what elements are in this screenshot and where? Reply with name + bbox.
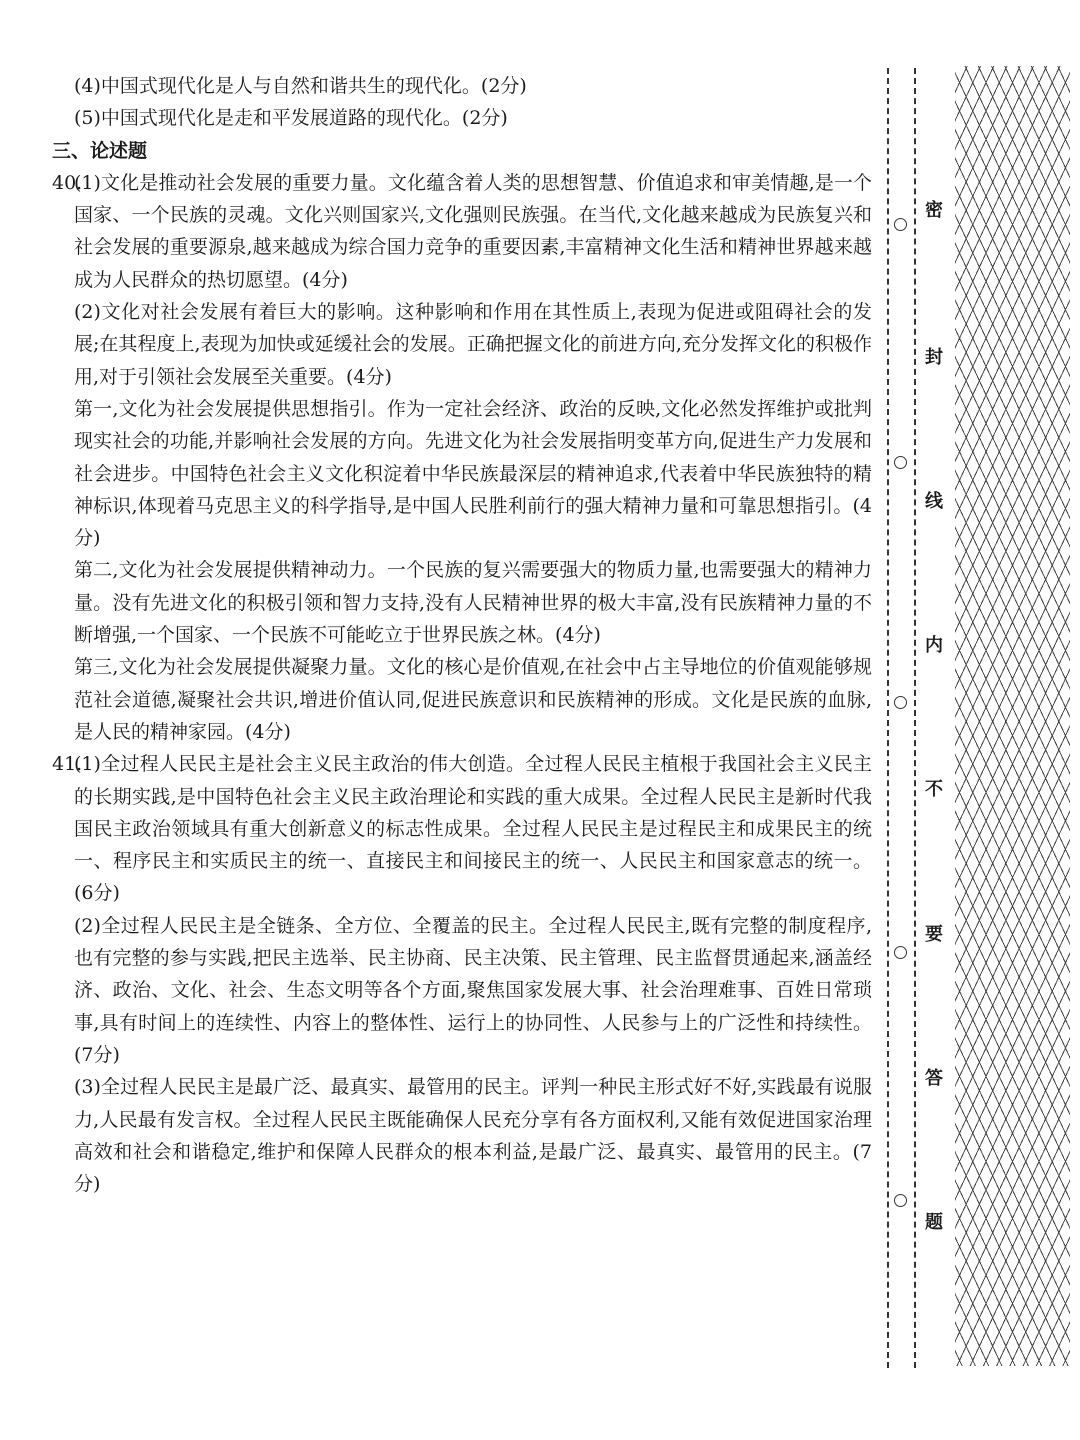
- q40-number: 40.: [52, 171, 83, 194]
- q40-part2: (2)文化对社会发展有着巨大的影响。这种影响和作用在其性质上,表现为促进或阻碍社会的发展;在其程度上,表现为加快或延缓社会的发展。正确把握文化的前进方向,充分发挥文化的积极作用,对于引领社会发展至关重要。(4分): [74, 301, 872, 388]
- binding-hole-icon: [894, 456, 907, 469]
- q40-first: 第一,文化为社会发展提供思想指引。作为一定社会经济、政治的反映,文化必然发挥维护或批判现实社会的功能,并影响社会发展的方向。先进文化为社会发展指明变革方向,促进生产力发展和社会进步。中国特色社会主义文化积淀着中华民族最深层的精神追求,代表着中华民族独特的精神标识,体现着马克思主义的科学指导,是中国人民胜利前行的强大精神力量和可靠思想指引。(4分): [74, 397, 872, 550]
- section-heading: 三、论述题: [52, 139, 148, 162]
- binding-hole-icon: [894, 218, 907, 231]
- seal-char-1: 密: [925, 200, 943, 221]
- binding-hole-icon: [894, 696, 907, 709]
- q40-part1: [52, 167, 872, 296]
- binding-dashed-line-right: [914, 68, 916, 1368]
- q41-part2: (2)全过程人民民主是全链条、全方位、全覆盖的民主。全过程人民民主,既有完整的制度程序,也有完整的参与实践,把民主选举、民主协商、民主决策、民主管理、民主监督贯通起来,涵盖经济、政治、文化、社会、生态文明等各个方面,聚焦国家发展大事、社会治理难事、百姓日常琐事,具有时间上的连续性、内容上的整体性、运行上的协同性、人民参与上的广泛性和持续性。(7分): [74, 914, 872, 1066]
- binding-hole-icon: [894, 1194, 907, 1207]
- answer-content: [52, 70, 872, 1200]
- q40-part1-text: (1)文化是推动社会发展的重要力量。文化蕴含着人类的思想智慧、价值追求和审美情趣,是一个国家、一个民族的灵魂。文化兴则国家兴,文化强则民族强。在当代,文化越来越成为民族复兴和社会发展的重要源泉,越来越成为综合国力竞争的重要因素,丰富精神文化生活和精神世界越来越成为人民群众的热切愿望。(4分): [74, 171, 872, 291]
- seal-char-4: 内: [925, 635, 943, 656]
- q40-second: 第二,文化为社会发展提供精神动力。一个民族的复兴需要强大的物质力量,也需要强大的精神力量。没有先进文化的积极引领和智力支持,没有人民精神世界的极大丰富,没有民族精神力量的不断增强,一个国家、一个民族不可能屹立于世界民族之林。(4分): [74, 559, 872, 647]
- seal-char-3: 线: [925, 491, 943, 512]
- binding-dashed-line-left: [887, 68, 889, 1368]
- answer-line-5: (5)中国式现代化是走和平发展道路的现代化。(2分): [74, 107, 508, 130]
- q40-third: 第三,文化为社会发展提供凝聚力量。文化的核心是价值观,在社会中占主导地位的价值观能够规范社会道德,凝聚社会共识,增进价值认同,促进民族意识和民族精神的形成。文化是民族的血脉,是人民的精神家园。(4分): [74, 656, 872, 743]
- seal-char-5: 不: [925, 779, 943, 800]
- answer-line-4: (4)中国式现代化是人与自然和谐共生的现代化。(2分): [74, 75, 527, 97]
- q41-part1: [52, 748, 872, 909]
- seal-char-8: 题: [925, 1212, 943, 1233]
- seal-char-2: 封: [925, 347, 943, 368]
- q41-part3: (3)全过程人民民主是最广泛、最真实、最管用的民主。评判一种民主形式好不好,实践最有说服力,人民最有发言权。全过程人民民主既能确保人民充分享有各方面权利,又能有效促进国家治理高效和社会和谐稳定,维护和保障人民群众的根本利益,是最广泛、最真实、最管用的民主。(7分): [74, 1076, 872, 1196]
- crosshatch-pattern: [955, 66, 1070, 1366]
- binding-hole-icon: [894, 946, 907, 959]
- seal-char-7: 答: [925, 1068, 943, 1089]
- q41-number: 41.: [52, 753, 83, 776]
- seal-char-6: 要: [925, 924, 943, 945]
- q41-part1-text: (1)全过程人民民主是社会主义民主政治的伟大创造。全过程人民民主植根于我国社会主义民主的长期实践,是中国特色社会主义民主政治理论和实践的重大成果。全过程人民民主是新时代我国民主政治领域具有重大创新意义的标志性成果。全过程人民民主是过程民主和成果民主的统一、程序民主和实质民主的统一、直接民主和间接民主的统一、人民民主和国家意志的统一。(6分): [74, 753, 872, 905]
